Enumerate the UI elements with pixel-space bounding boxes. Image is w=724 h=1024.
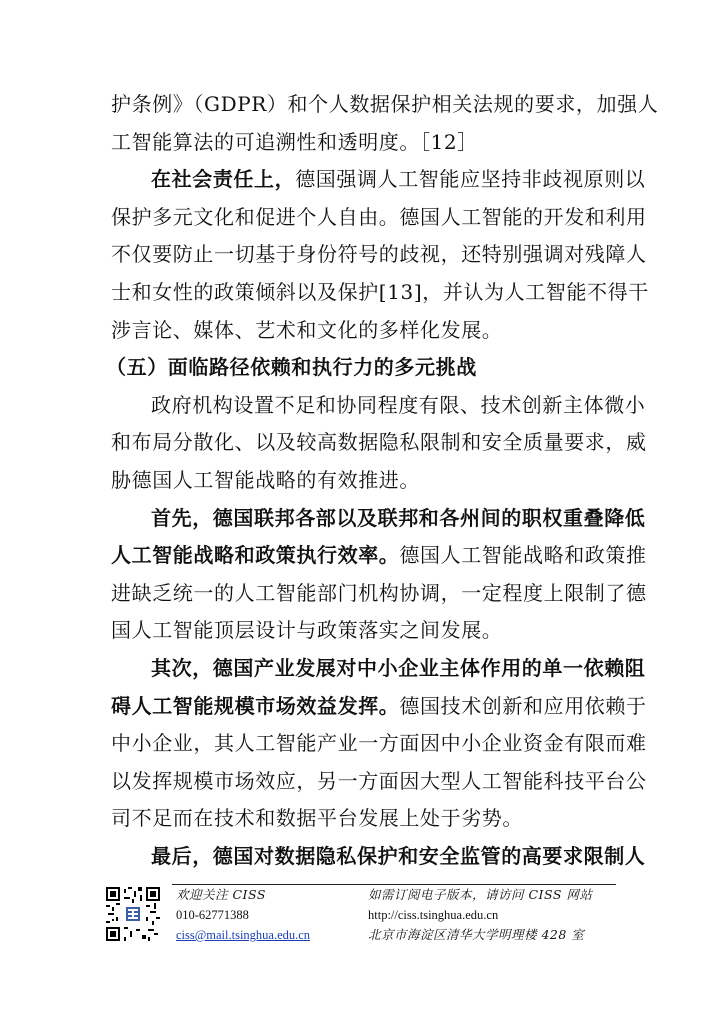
line-text: 和布局分散化、以及较高数据隐私限制和安全质量要求，威 [111,430,647,455]
line-text: 国人工智能顶层设计与政策落实之间发展。 [111,618,503,643]
line-text: 保护多元文化和促进个人自由。德国人工智能的开发和利用 [111,204,647,229]
paragraph-line [111,236,647,272]
emphasis-text: 在社会责任上， [151,167,296,192]
paragraph-line [111,612,613,648]
line-text: 德国人工智能战略和政策推 [399,543,647,568]
paragraph-line [111,575,647,611]
line-text: （五）面临路径依赖和执行力的多元挑战 [106,355,477,380]
footer-website-link[interactable]: http://ciss.tsinghua.edu.cn [368,908,499,922]
line-text: 工智能算法的可追溯性和透明度。［12］ [111,129,478,154]
line-text: 不仅要防止一切基于身份符号的歧视，还特别强调对残障人 [111,242,647,267]
footer-email-link[interactable]: ciss@mail.tsinghua.edu.cn [176,928,311,942]
line-text: 中小企业，其人工智能产业一方面因中小企业资金有限而难 [111,731,647,756]
paragraph-line [151,387,646,423]
line-text: 护条例》（GDPR）和个人数据保护相关法规的要求，加强人 [111,92,659,116]
emphasis-text: 人工智能战略和政策执行效率。 [111,543,400,568]
paragraph-line [111,462,613,498]
paragraph-line [151,500,646,536]
footer-phone: 010-62771388 [176,908,249,922]
paragraph-line [111,124,613,160]
line-text: 德国强调人工智能应坚持非歧视原则以 [295,167,646,192]
paragraph-line [151,650,646,686]
line-text: 进缺乏统一的人工智能部门机构协调，一定程度上限制了德 [111,580,647,605]
paragraph-line [111,424,647,460]
line-text: 司不足而在技术和数据平台发展上处于劣势。 [111,806,523,831]
paragraph-line [111,763,647,799]
section-heading [106,349,608,385]
emphasis-text: 碍人工智能规模市场效益发挥。 [111,693,400,718]
paragraph-line [111,688,647,724]
paragraph-line [111,800,613,836]
paragraph-line [111,725,647,761]
line-text: 以发挥规模市场效应，另一方面因大型人工智能科技平台公 [111,768,647,793]
paragraph-line [111,274,649,310]
emphasis-text: 最后，德国对数据隐私保护和安全监管的高要求限制人 [151,844,646,868]
paragraph-line [151,838,646,874]
paragraph-line [151,161,646,197]
qr-code-icon [106,887,160,941]
line-text: 士和女性的政策倾斜以及保护[13]，并认为人工智能不得干 [111,280,649,304]
line-text: 德国技术创新和应用依赖于 [399,693,647,718]
emphasis-text: 首先，德国联邦各部以及联邦和各州间的职权重叠降低 [151,505,646,530]
line-text: 政府机构设置不足和协同程度有限、技术创新主体微小 [151,392,646,417]
footer-follow-label: 欢迎关注 CISS [176,887,266,902]
line-text: 涉言论、媒体、艺术和文化的多样化发展。 [111,317,503,342]
footer-divider [172,884,616,885]
footer-subscribe-note: 如需订阅电子版本，请访问 CISS 网站 [368,887,593,902]
emphasis-text: 其次，德国产业发展对中小企业主体作用的单一依赖阻 [151,656,646,680]
paragraph-line [111,199,647,235]
footer-address: 北京市海淀区清华大学明理楼 428 室 [368,927,585,942]
line-text: 胁德国人工智能战略的有效推进。 [111,468,420,492]
paragraph-line [111,312,613,348]
paragraph-line [111,537,647,573]
paragraph-line [111,86,659,122]
